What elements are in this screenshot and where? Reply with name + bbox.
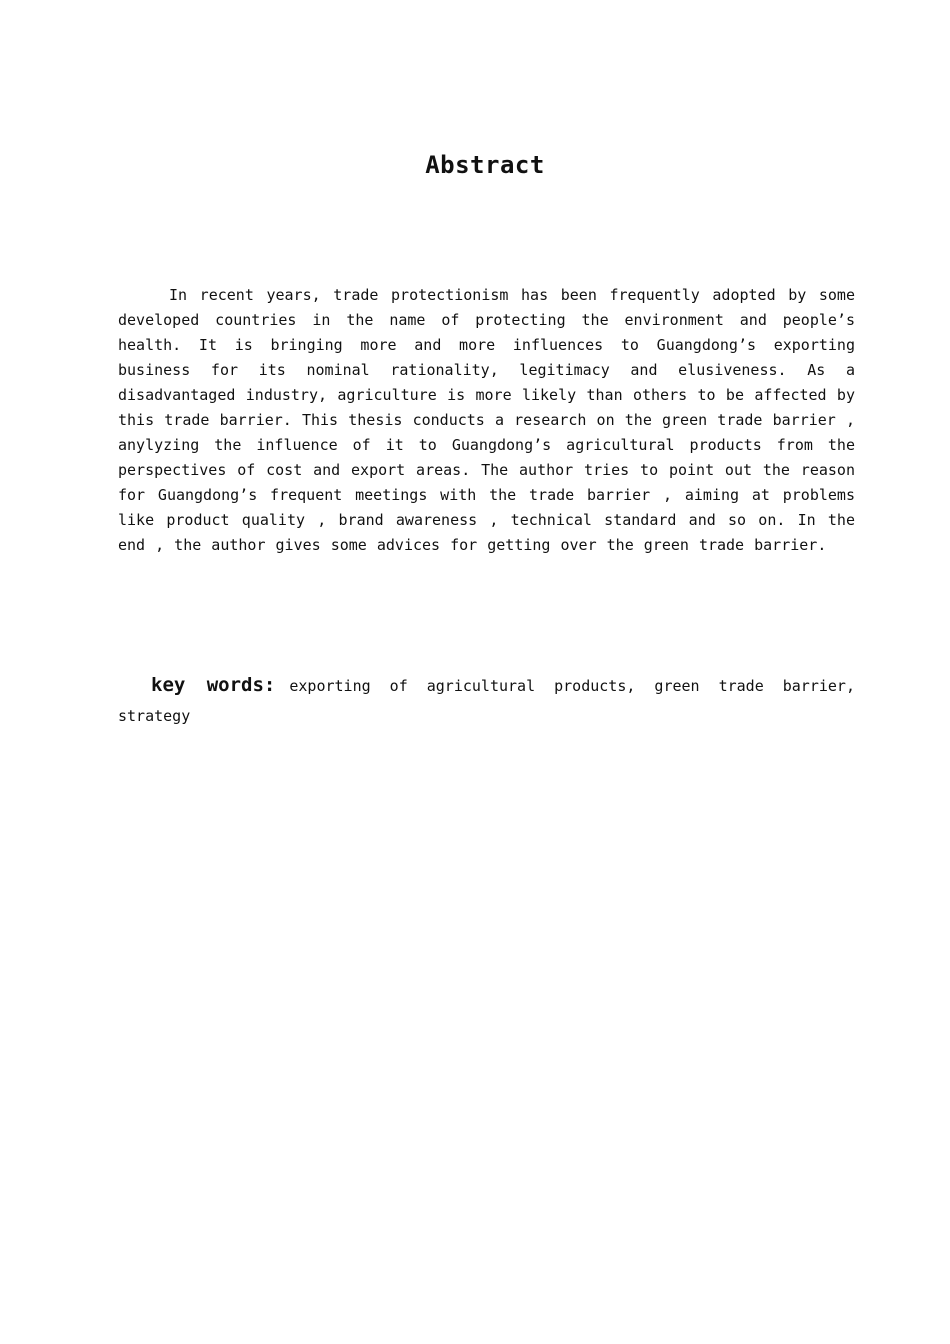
keywords-text: exporting of agricultural products, green trade barrier, strategy (118, 677, 855, 725)
abstract-paragraph: In recent years, trade protectionism has been frequently adopted by some developed countries in the name of protecting the environment and people’s health. It is bringing more and more influences to Guangdong’s exporting business for its nominal rationality, legitimacy and elusiveness. As a disadvantaged industry, agriculture is more likely than others to be affected by this trade barrier. This thesis conducts a research on the green trade barrier , anylyzing the influence of it to Guangdong’s agricultural products from the perspectives of cost and export areas. The author tries to point out the reason for Guangdong’s frequent meetings with the trade barrier , aiming at problems like product quality , brand awareness , technical standard and so on. In the end , the author gives some advices for getting over the green trade barrier. (118, 286, 855, 554)
keywords-label: key words: (151, 674, 276, 696)
page-title: Abstract (425, 151, 545, 179)
keywords-paragraph (118, 670, 855, 731)
